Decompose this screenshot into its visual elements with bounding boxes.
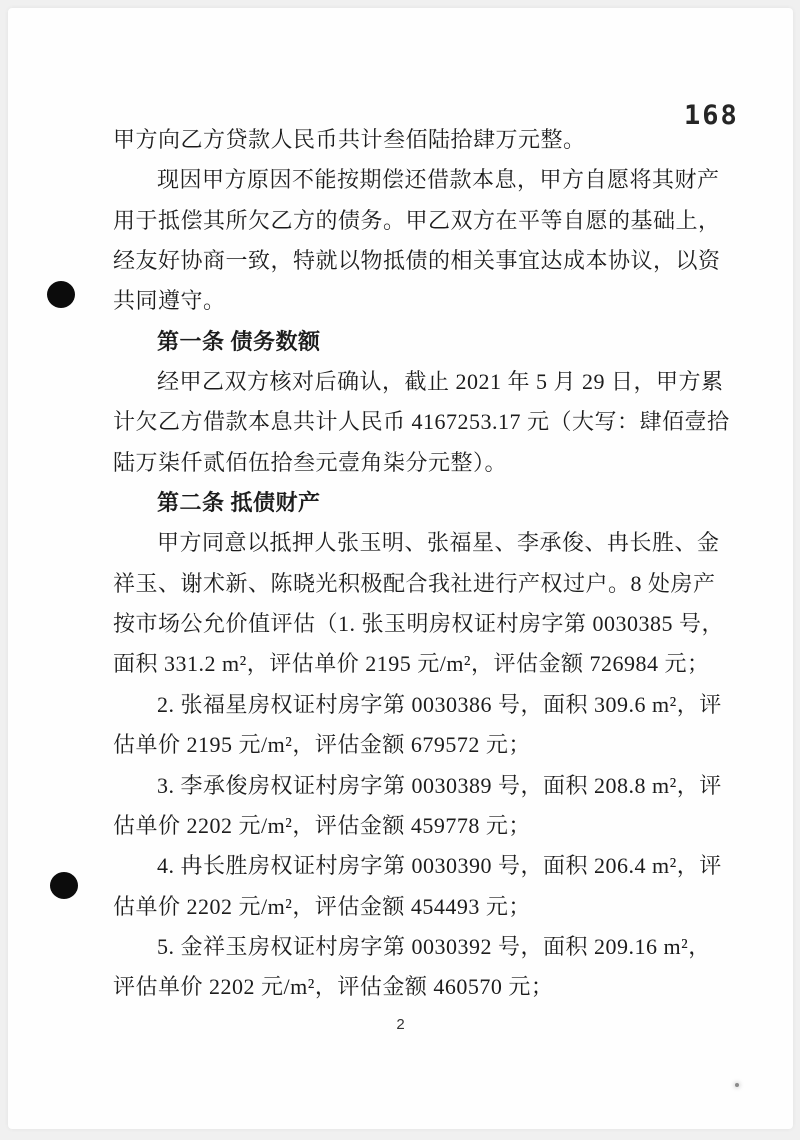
- document-line: 甲方向乙方贷款人民币共计叁佰陆拾肆万元整。: [113, 127, 586, 152]
- document-line: 计欠乙方借款本息共计人民币 4167253.17 元（大写：肆佰壹拾: [113, 409, 730, 435]
- section-heading-article-2: 第二条 抵债财产: [157, 490, 321, 516]
- hole-punch-dot: [50, 872, 78, 899]
- page-number-top: 168: [684, 100, 739, 131]
- document-line-property-4: 4. 冉长胜房权证村房字第 0030390 号，面积 206.4 m²，评: [157, 853, 722, 879]
- document-line: 祥玉、谢术新、陈晓光积极配合我社进行产权过户。8 处房产: [113, 570, 716, 596]
- document-line: 估单价 2195 元/m²，评估金额 679572 元；: [113, 732, 531, 758]
- document-text-block: [113, 120, 730, 1008]
- document-line: 现因甲方原因不能按期偿还借款本息，甲方自愿将其财产: [157, 167, 720, 193]
- scan-speck: [735, 1083, 739, 1087]
- section-heading-article-1: 第一条 债务数额: [157, 328, 321, 354]
- document-line: 估单价 2202 元/m²，评估金额 454493 元；: [113, 893, 531, 919]
- document-line-property-3: 3. 李承俊房权证村房字第 0030389 号，面积 208.8 m²，评: [157, 772, 722, 798]
- document-line: 陆万柒仟贰佰伍拾叁元壹角柒分元整）。: [113, 449, 508, 475]
- document-line-property-2: 2. 张福星房权证村房字第 0030386 号，面积 309.6 m²，评: [157, 691, 722, 717]
- page-number-bottom: 2: [396, 1016, 405, 1033]
- document-line: 按市场公允价值评估（1. 张玉明房权证村房字第 0030385 号，: [113, 611, 725, 637]
- hole-punch-dot: [47, 281, 75, 308]
- document-line: 用于抵偿其所欠乙方的债务。甲乙双方在平等自愿的基础上，: [113, 207, 721, 233]
- document-line: 面积 331.2 m²，评估单价 2195 元/m²，评估金额 726984 元；: [113, 651, 710, 677]
- document-line: 估单价 2202 元/m²，评估金额 459778 元；: [113, 812, 531, 838]
- document-line: 经友好协商一致，特就以物抵债的相关事宜达成本协议，以资: [113, 248, 721, 274]
- document-line: 经甲乙双方核对后确认，截止 2021 年 5 月 29 日，甲方累: [157, 369, 724, 395]
- document-line: 共同遵守。: [113, 288, 226, 314]
- scanned-document-page: [8, 8, 793, 1129]
- document-line: 评估单价 2202 元/m²，评估金额 460570 元；: [113, 974, 554, 1000]
- document-line: 甲方同意以抵押人张玉明、张福星、李承俊、冉长胜、金: [157, 530, 720, 556]
- document-line-property-5: 5. 金祥玉房权证村房字第 0030392 号，面积 209.16 m²，: [157, 933, 711, 959]
